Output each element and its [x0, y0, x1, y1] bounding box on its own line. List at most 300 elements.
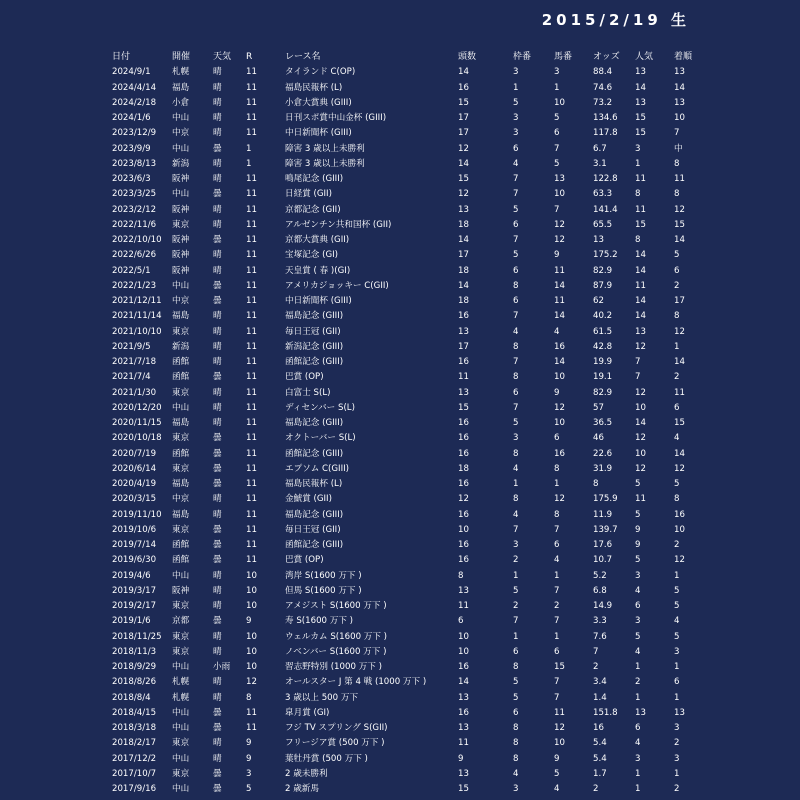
cell-popularity: 14	[635, 311, 646, 322]
cell-race-number: 11	[246, 509, 257, 520]
cell-horse-number: 7	[554, 585, 560, 596]
cell-finish: 1	[674, 341, 680, 352]
cell-weather: 晴	[213, 265, 222, 276]
cell-popularity: 6	[635, 723, 641, 733]
table-row	[112, 553, 800, 568]
cell-odds: 31.9	[593, 463, 613, 474]
cell-race-number: 9	[246, 738, 252, 749]
cell-race-name: オクトーバー S(L)	[285, 433, 356, 444]
cell-finish: 8	[674, 494, 680, 505]
cell-race-number: 11	[246, 280, 257, 291]
cell-race-number: 11	[246, 402, 257, 413]
cell-odds: 57	[593, 402, 604, 413]
cell-track: 函館	[172, 540, 190, 550]
cell-field-size: 13	[458, 204, 469, 215]
cell-finish: 5	[674, 601, 680, 611]
cell-weather: 曇	[213, 479, 222, 489]
cell-weather: 曇	[213, 707, 222, 718]
cell-popularity: 1	[635, 662, 641, 672]
cell-race-number: 1	[246, 158, 252, 169]
cell-field-size: 10	[458, 646, 469, 657]
cell-track: 阪神	[172, 174, 190, 184]
cell-popularity: 12	[635, 387, 646, 398]
cell-date: 2021/7/18	[112, 357, 157, 367]
cell-frame: 8	[513, 448, 519, 459]
cell-popularity: 14	[635, 418, 646, 428]
cell-frame: 8	[513, 723, 519, 733]
cell-horse-number: 6	[554, 540, 560, 550]
cell-popularity: 1	[635, 692, 641, 703]
cell-race-name: ディセンバー S(L)	[285, 402, 355, 413]
cell-race-name: 2 歳未勝利	[285, 768, 328, 779]
cell-odds: 74.6	[593, 82, 613, 93]
cell-field-size: 11	[458, 372, 469, 383]
cell-finish: 2	[674, 372, 680, 383]
header-weather: 天気	[213, 52, 232, 62]
cell-race-number: 10	[246, 585, 257, 596]
cell-odds: 19.1	[593, 372, 613, 383]
cell-finish: 14	[674, 357, 685, 367]
cell-finish: 1	[674, 662, 680, 672]
cell-date: 2019/1/6	[112, 616, 151, 627]
cell-race-name: 皐月賞 (GI)	[285, 707, 330, 718]
cell-odds: 14.9	[593, 601, 613, 611]
cell-field-size: 15	[458, 402, 469, 413]
cell-weather: 曇	[213, 372, 222, 383]
header-track: 開催	[172, 52, 191, 62]
cell-race-number: 10	[246, 646, 257, 657]
cell-date: 2024/1/6	[112, 113, 151, 123]
cell-odds: 7	[593, 646, 599, 657]
table-row	[112, 462, 800, 477]
cell-horse-number: 1	[554, 631, 560, 642]
cell-race-name: アメジスト S(1600 万下 )	[285, 601, 387, 611]
cell-popularity: 11	[635, 494, 646, 505]
cell-popularity: 15	[635, 128, 646, 139]
cell-field-size: 16	[458, 662, 469, 672]
cell-horse-number: 16	[554, 341, 565, 352]
cell-finish: 3	[674, 646, 680, 657]
cell-popularity: 10	[635, 402, 646, 413]
cell-field-size: 16	[458, 555, 469, 566]
cell-horse-number: 9	[554, 250, 560, 261]
cell-horse-number: 13	[554, 174, 565, 184]
cell-race-number: 9	[246, 753, 252, 764]
cell-track: 東京	[172, 524, 190, 535]
cell-track: 京都	[172, 616, 190, 627]
cell-weather: 晴	[213, 158, 222, 169]
cell-race-number: 11	[246, 723, 257, 733]
cell-track: 阪神	[172, 250, 190, 261]
cell-finish: 6	[674, 265, 680, 276]
cell-track: 函館	[172, 555, 190, 566]
cell-race-name: 湾岸 S(1600 万下 )	[285, 570, 362, 581]
table-row	[112, 233, 800, 248]
cell-weather: 晴	[213, 387, 222, 398]
table-row	[112, 248, 800, 263]
cell-field-size: 8	[458, 570, 464, 581]
cell-odds: 46	[593, 433, 604, 444]
table-row	[112, 218, 800, 233]
cell-track: 中山	[172, 662, 190, 672]
cell-popularity: 4	[635, 585, 641, 596]
cell-odds: 87.9	[593, 280, 613, 291]
cell-frame: 6	[513, 296, 519, 306]
cell-popularity: 14	[635, 265, 646, 276]
table-row	[112, 569, 800, 584]
cell-odds: 42.8	[593, 341, 613, 352]
header-popularity: 人気	[635, 52, 654, 62]
cell-race-name: アメリカジョッキー C(GII)	[285, 280, 389, 291]
cell-race-number: 11	[246, 463, 257, 474]
cell-odds: 122.8	[593, 174, 618, 184]
table-row	[112, 645, 800, 660]
cell-odds: 2	[593, 784, 599, 794]
cell-race-name: エプソム C(GIII)	[285, 463, 349, 474]
table-row	[112, 126, 800, 141]
cell-race-name: 福島記念 (GIII)	[285, 509, 344, 520]
cell-odds: 65.5	[593, 219, 613, 230]
cell-race-number: 12	[246, 677, 257, 688]
cell-field-size: 15	[458, 784, 469, 794]
cell-track: 札幌	[172, 677, 190, 688]
cell-horse-number: 11	[554, 296, 565, 306]
table-row	[112, 96, 800, 111]
cell-frame: 3	[513, 67, 519, 78]
cell-horse-number: 9	[554, 387, 560, 398]
cell-frame: 8	[513, 341, 519, 352]
cell-field-size: 18	[458, 265, 469, 276]
table-row	[112, 401, 800, 416]
cell-race-number: 11	[246, 341, 257, 352]
cell-field-size: 14	[458, 158, 469, 169]
cell-frame: 7	[513, 616, 519, 627]
cell-odds: 63.3	[593, 189, 613, 200]
cell-horse-number: 15	[554, 662, 565, 672]
cell-track: 中山	[172, 753, 190, 764]
cell-frame: 3	[513, 433, 519, 444]
cell-track: 東京	[172, 738, 190, 749]
header-horse-number: 馬番	[554, 52, 573, 62]
cell-race-number: 11	[246, 82, 257, 93]
cell-finish: 10	[674, 113, 685, 123]
cell-finish: 2	[674, 738, 680, 749]
cell-race-number: 1	[246, 143, 252, 154]
cell-field-size: 16	[458, 509, 469, 520]
cell-race-number: 5	[246, 784, 252, 794]
cell-popularity: 15	[635, 219, 646, 230]
cell-date: 2020/10/18	[112, 433, 162, 444]
table-row	[112, 660, 800, 675]
cell-track: 新潟	[172, 341, 190, 352]
cell-odds: 5.4	[593, 753, 607, 764]
cell-popularity: 8	[635, 189, 641, 200]
cell-frame: 5	[513, 97, 519, 108]
cell-date: 2022/5/1	[112, 265, 151, 276]
cell-date: 2018/11/25	[112, 631, 162, 642]
cell-odds: 62	[593, 296, 604, 306]
cell-date: 2023/6/3	[112, 174, 151, 184]
cell-weather: 晴	[213, 97, 222, 108]
cell-weather: 晴	[213, 204, 222, 215]
cell-frame: 6	[513, 387, 519, 398]
cell-race-name: 毎日王冠 (GII)	[285, 326, 341, 337]
table-row	[112, 721, 800, 736]
cell-race-name: 福島記念 (GIII)	[285, 418, 344, 428]
cell-race-name: フリージア賞 (500 万下 )	[285, 738, 385, 749]
cell-field-size: 17	[458, 128, 469, 139]
cell-track: 福島	[172, 82, 190, 93]
cell-race-number: 10	[246, 631, 257, 642]
cell-race-number: 11	[246, 448, 257, 459]
cell-track: 福島	[172, 418, 190, 428]
cell-odds: 13	[593, 235, 604, 245]
cell-race-number: 11	[246, 524, 257, 535]
cell-race-number: 11	[246, 555, 257, 566]
cell-date: 2018/9/29	[112, 662, 157, 672]
cell-frame: 8	[513, 738, 519, 749]
cell-race-number: 11	[246, 479, 257, 489]
cell-track: 東京	[172, 433, 190, 444]
cell-odds: 17.6	[593, 540, 613, 550]
cell-odds: 3.4	[593, 677, 607, 688]
cell-race-name: 葉牡丹賞 (500 万下 )	[285, 753, 368, 764]
table-row	[112, 630, 800, 645]
cell-finish: 15	[674, 418, 685, 428]
cell-weather: 曇	[213, 296, 222, 306]
cell-finish: 13	[674, 97, 685, 108]
cell-frame: 7	[513, 189, 519, 200]
cell-track: 福島	[172, 509, 190, 520]
cell-race-name: 小倉大賞典 (GIII)	[285, 97, 352, 108]
cell-horse-number: 12	[554, 402, 565, 413]
cell-track: 阪神	[172, 235, 190, 245]
cell-date: 2021/1/30	[112, 387, 157, 398]
cell-race-number: 11	[246, 113, 257, 123]
cell-weather: 曇	[213, 235, 222, 245]
cell-date: 2023/8/13	[112, 158, 157, 169]
cell-race-number: 10	[246, 662, 257, 672]
cell-field-size: 13	[458, 326, 469, 337]
cell-weather: 晴	[213, 82, 222, 93]
cell-field-size: 10	[458, 631, 469, 642]
cell-odds: 73.2	[593, 97, 613, 108]
cell-race-name: 函館記念 (GIII)	[285, 540, 344, 550]
cell-weather: 曇	[213, 723, 222, 733]
table-row	[112, 172, 800, 187]
cell-odds: 82.9	[593, 265, 613, 276]
cell-field-size: 16	[458, 418, 469, 428]
cell-odds: 5.4	[593, 738, 607, 749]
cell-horse-number: 6	[554, 646, 560, 657]
table-row	[112, 340, 800, 355]
cell-odds: 1.4	[593, 692, 607, 703]
cell-race-number: 10	[246, 570, 257, 581]
cell-horse-number: 6	[554, 433, 560, 444]
header-field-size: 頭数	[458, 52, 477, 62]
cell-frame: 1	[513, 570, 519, 581]
cell-popularity: 12	[635, 341, 646, 352]
cell-odds: 16	[593, 723, 604, 733]
cell-field-size: 12	[458, 143, 469, 154]
cell-race-number: 11	[246, 433, 257, 444]
cell-horse-number: 4	[554, 555, 560, 566]
cell-track: 小倉	[172, 97, 190, 108]
cell-weather: 晴	[213, 219, 222, 230]
cell-odds: 134.6	[593, 113, 618, 123]
header-frame: 枠番	[513, 52, 532, 62]
cell-horse-number: 7	[554, 677, 560, 688]
cell-horse-number: 2	[554, 601, 560, 611]
cell-odds: 7.6	[593, 631, 607, 642]
cell-odds: 61.5	[593, 326, 613, 337]
cell-odds: 2	[593, 662, 599, 672]
cell-race-number: 11	[246, 97, 257, 108]
cell-track: 札幌	[172, 692, 190, 703]
table-row	[112, 691, 800, 706]
cell-field-size: 14	[458, 677, 469, 688]
cell-finish: 8	[674, 189, 680, 200]
cell-field-size: 13	[458, 768, 469, 779]
table-row	[112, 111, 800, 126]
cell-field-size: 16	[458, 707, 469, 718]
cell-race-name: 宝塚記念 (GI)	[285, 250, 339, 261]
cell-track: 中京	[172, 128, 190, 139]
cell-track: 阪神	[172, 585, 190, 596]
cell-frame: 8	[513, 753, 519, 764]
table-row	[112, 187, 800, 202]
cell-finish: 中	[674, 143, 683, 154]
cell-field-size: 17	[458, 250, 469, 261]
cell-horse-number: 1	[554, 479, 560, 489]
cell-race-number: 11	[246, 296, 257, 306]
cell-finish: 4	[674, 616, 680, 627]
cell-horse-number: 16	[554, 448, 565, 459]
cell-date: 2018/2/17	[112, 738, 157, 749]
table-row	[112, 736, 800, 751]
birth-date: 2015/2/19 生	[541, 11, 690, 29]
table-row	[112, 706, 800, 721]
cell-frame: 5	[513, 418, 519, 428]
race-history-table	[112, 50, 800, 797]
cell-track: 東京	[172, 768, 190, 779]
cell-finish: 5	[674, 585, 680, 596]
cell-frame: 7	[513, 402, 519, 413]
cell-race-name: 天皇賞 ( 春 )(GI)	[285, 265, 351, 276]
cell-weather: 曇	[213, 524, 222, 535]
cell-race-number: 11	[246, 235, 257, 245]
cell-horse-number: 1	[554, 570, 560, 581]
cell-horse-number: 12	[554, 723, 565, 733]
cell-weather: 曇	[213, 143, 222, 154]
table-row	[112, 81, 800, 96]
cell-race-name: 毎日王冠 (GII)	[285, 524, 341, 535]
cell-race-name: 新潟記念 (GIII)	[285, 341, 344, 352]
cell-popularity: 6	[635, 601, 641, 611]
cell-field-size: 6	[458, 616, 464, 627]
cell-race-name: フジ TV スプリング S(GII)	[285, 723, 388, 733]
cell-track: 福島	[172, 311, 190, 322]
cell-race-name: 3 歳以上 500 万下	[285, 692, 359, 703]
cell-frame: 7	[513, 235, 519, 245]
cell-race-name: 白富士 S(L)	[285, 387, 331, 398]
cell-race-number: 9	[246, 616, 252, 627]
cell-weather: 晴	[213, 631, 222, 642]
table-row	[112, 538, 800, 553]
cell-finish: 13	[674, 67, 685, 78]
cell-weather: 曇	[213, 540, 222, 550]
cell-odds: 151.8	[593, 707, 618, 718]
cell-finish: 12	[674, 204, 685, 215]
cell-field-size: 16	[458, 540, 469, 550]
cell-field-size: 12	[458, 189, 469, 200]
cell-frame: 8	[513, 494, 519, 505]
cell-weather: 曇	[213, 555, 222, 566]
cell-frame: 3	[513, 540, 519, 550]
cell-finish: 16	[674, 509, 685, 520]
cell-track: 東京	[172, 463, 190, 474]
cell-frame: 1	[513, 631, 519, 642]
cell-field-size: 18	[458, 296, 469, 306]
cell-popularity: 10	[635, 448, 646, 459]
cell-race-name: 福島民報杯 (L)	[285, 479, 343, 489]
cell-field-size: 13	[458, 723, 469, 733]
cell-date: 2018/8/26	[112, 677, 157, 688]
table-row	[112, 431, 800, 446]
cell-horse-number: 8	[554, 509, 560, 520]
table-body	[112, 65, 800, 797]
cell-frame: 3	[513, 784, 519, 794]
cell-frame: 8	[513, 280, 519, 291]
cell-horse-number: 7	[554, 692, 560, 703]
cell-race-name: 京都記念 (GII)	[285, 204, 341, 215]
cell-track: 福島	[172, 479, 190, 489]
cell-odds: 11.9	[593, 509, 613, 520]
table-row	[112, 309, 800, 324]
cell-date: 2018/3/18	[112, 723, 157, 733]
cell-horse-number: 5	[554, 113, 560, 123]
cell-odds: 175.2	[593, 250, 618, 261]
cell-track: 阪神	[172, 265, 190, 276]
cell-finish: 12	[674, 326, 685, 337]
header-race-number: R	[246, 52, 253, 62]
cell-horse-number: 7	[554, 616, 560, 627]
cell-popularity: 14	[635, 250, 646, 261]
cell-track: 東京	[172, 219, 190, 230]
cell-odds: 82.9	[593, 387, 613, 398]
cell-race-name: タイランド C(OP)	[285, 67, 356, 78]
cell-field-size: 14	[458, 280, 469, 291]
cell-field-size: 14	[458, 67, 469, 78]
cell-field-size: 16	[458, 311, 469, 322]
table-row	[112, 614, 800, 629]
cell-frame: 3	[513, 128, 519, 139]
cell-race-name: 日経賞 (GII)	[285, 189, 332, 200]
cell-date: 2019/4/6	[112, 570, 151, 581]
cell-track: 東京	[172, 387, 190, 398]
cell-weather: 曇	[213, 280, 222, 291]
cell-date: 2023/9/9	[112, 143, 151, 154]
cell-frame: 5	[513, 677, 519, 688]
cell-date: 2018/4/15	[112, 707, 157, 718]
table-row	[112, 675, 800, 690]
cell-race-number: 11	[246, 311, 257, 322]
cell-date: 2018/8/4	[112, 692, 151, 703]
cell-finish: 6	[674, 402, 680, 413]
cell-popularity: 5	[635, 509, 641, 520]
cell-date: 2019/3/17	[112, 585, 157, 596]
cell-race-name: 日刊スポ賞中山金杯 (GIII)	[285, 113, 387, 123]
